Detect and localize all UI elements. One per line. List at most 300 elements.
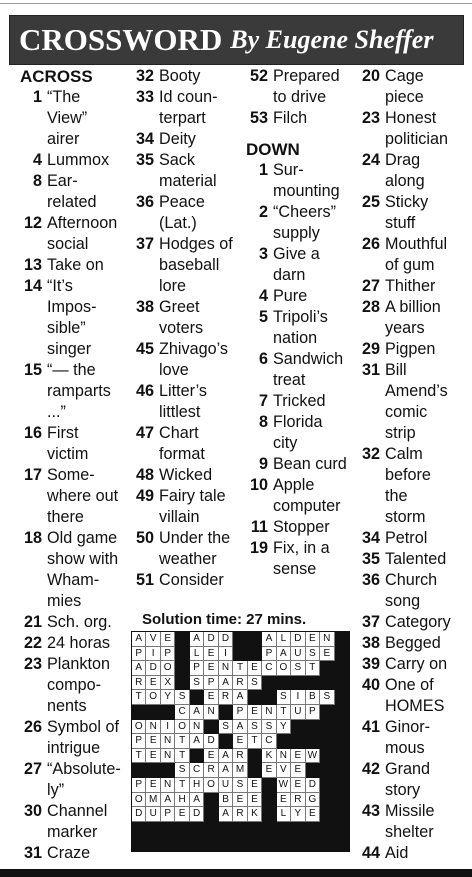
clue-number: 3 [258, 245, 268, 263]
clue-text: Begged [385, 634, 441, 652]
clue [246, 66, 347, 108]
grid-block [335, 632, 349, 647]
grid-block [175, 661, 189, 676]
clue [246, 349, 347, 391]
grid-block [306, 836, 320, 851]
grid-block [335, 734, 349, 749]
across-clue-list-3 [246, 66, 347, 129]
grid-letter: O [146, 690, 160, 705]
grid-letter: Y [277, 720, 291, 735]
grid-letter: S [190, 676, 204, 691]
clue-text: Give a darn [273, 245, 320, 284]
grid-block [190, 822, 204, 837]
grid-letter: E [248, 793, 262, 808]
clue [132, 150, 233, 192]
clue [132, 297, 233, 339]
grid-letter: U [291, 705, 305, 720]
grid-block [335, 676, 349, 691]
grid-letter: K [262, 749, 276, 764]
grid-letter: R [219, 690, 233, 705]
clue [132, 465, 233, 486]
grid-letter: A [233, 720, 247, 735]
clue [358, 549, 451, 570]
clue [132, 129, 233, 150]
grid-block [146, 822, 160, 837]
grid-block [204, 836, 218, 851]
clue [358, 759, 451, 801]
clue-text: Ear- related [47, 172, 97, 211]
grid-block [204, 807, 218, 822]
grid-block [132, 705, 146, 720]
clue-text: Church song [385, 571, 438, 610]
grid-letter: O [277, 661, 291, 676]
clue-text: Tricked [273, 392, 326, 410]
grid-letter: V [277, 763, 291, 778]
bottom-rule [0, 869, 472, 877]
grid-block [262, 822, 276, 837]
grid-letter: P [132, 734, 146, 749]
grid-letter: T [306, 661, 320, 676]
top-rule [0, 0, 472, 4]
grid-letter: D [132, 807, 146, 822]
grid-block [277, 836, 291, 851]
grid-block [204, 793, 218, 808]
clue-number: 40 [361, 676, 380, 694]
clue-column-3 [246, 66, 347, 580]
grid-block [233, 822, 247, 837]
grid-block [161, 836, 175, 851]
clue-text: Tripoli’s nation [273, 308, 328, 347]
clue-number: 1 [32, 88, 42, 106]
grid-letter: E [204, 661, 218, 676]
grid-block [219, 705, 233, 720]
grid-letter: G [306, 793, 320, 808]
grid-letter: R [233, 676, 247, 691]
grid-letter: T [132, 749, 146, 764]
clue-number: 29 [361, 340, 380, 358]
clue [358, 654, 451, 675]
clue-text: Channel marker [47, 802, 108, 841]
clue [358, 843, 451, 864]
clue [358, 66, 451, 108]
clue [20, 213, 121, 255]
clue-number: 10 [249, 476, 268, 494]
grid-block [335, 705, 349, 720]
clue [20, 633, 121, 654]
grid-letter: S [219, 720, 233, 735]
across-clue-list-2 [132, 66, 233, 591]
clue [246, 160, 347, 202]
banner-byline: By Eugene Sheffer [230, 25, 434, 54]
grid-letter: N [146, 720, 160, 735]
clue [20, 276, 121, 360]
clue-column-1 [20, 66, 121, 864]
grid-letter: N [262, 705, 276, 720]
grid-letter: T [233, 661, 247, 676]
grid-block [175, 632, 189, 647]
grid-block [204, 822, 218, 837]
clue-number: 14 [23, 277, 42, 295]
clue-text: Prepared to drive [273, 67, 340, 106]
clue-number: 38 [135, 298, 154, 316]
clue-text: “Cheers” supply [273, 203, 336, 242]
grid-letter: E [306, 807, 320, 822]
grid-letter: O [204, 778, 218, 793]
clue-text: Bean curd [273, 455, 347, 473]
clue-column-4 [358, 66, 451, 864]
clue-number: 23 [361, 109, 380, 127]
clue-number: 18 [23, 529, 42, 547]
clue [358, 570, 451, 612]
clue-text: Plankton compo- nents [47, 655, 110, 715]
clue-text: Category [385, 613, 451, 631]
grid-block [306, 822, 320, 837]
clue-text: Florida city [273, 413, 323, 452]
grid-block [175, 676, 189, 691]
grid-letter: O [132, 793, 146, 808]
clue-text: Apple computer [273, 476, 341, 515]
clue [20, 171, 121, 213]
clue-number: 36 [135, 193, 154, 211]
grid-letter: N [219, 661, 233, 676]
grid-block [190, 749, 204, 764]
clue-number: 36 [361, 571, 380, 589]
clue-text: Deity [159, 130, 196, 148]
grid-letter: N [161, 749, 175, 764]
clue-number: 7 [258, 392, 268, 410]
clue-number: 4 [32, 151, 42, 169]
grid-letter: E [248, 661, 262, 676]
clue [246, 517, 347, 538]
grid-letter: T [277, 705, 291, 720]
grid-block [320, 661, 334, 676]
clue-number: 49 [135, 487, 154, 505]
clue-number: 45 [135, 340, 154, 358]
clue [132, 87, 233, 129]
clue [20, 465, 121, 528]
grid-block [219, 822, 233, 837]
grid-letter: U [146, 807, 160, 822]
clue-text: Ginor- mous [385, 718, 430, 757]
grid-block [320, 720, 334, 735]
clue [358, 276, 451, 297]
grid-letter: K [248, 807, 262, 822]
clue [20, 150, 121, 171]
grid-letter: W [306, 749, 320, 764]
clue [246, 412, 347, 454]
clue [246, 286, 347, 307]
grid-letter: L [277, 807, 291, 822]
grid-letter: M [146, 793, 160, 808]
grid-block [132, 836, 146, 851]
grid-block [306, 763, 320, 778]
clue-text: Old game show with Wham- mies [47, 529, 119, 610]
grid-letter: A [190, 705, 204, 720]
grid-block [335, 778, 349, 793]
grid-letter: T [248, 734, 262, 749]
grid-letter: A [219, 763, 233, 778]
grid-letter: E [146, 734, 160, 749]
clue [20, 255, 121, 276]
solution-grid [131, 631, 350, 852]
grid-letter: T [132, 690, 146, 705]
clue-number: 41 [361, 718, 380, 736]
grid-letter: S [175, 690, 189, 705]
grid-letter: I [219, 647, 233, 662]
clue-column-2 [132, 66, 233, 591]
grid-letter: Y [291, 807, 305, 822]
clue [358, 801, 451, 843]
clue-number: 46 [135, 382, 154, 400]
clue-text: Booty [159, 67, 201, 85]
grid-letter: E [204, 647, 218, 662]
grid-letter: I [146, 647, 160, 662]
clue-number: 43 [361, 802, 380, 820]
grid-letter: N [277, 749, 291, 764]
grid-block [219, 734, 233, 749]
grid-letter: S [262, 720, 276, 735]
grid-letter: P [132, 778, 146, 793]
clue-number: 32 [361, 445, 380, 463]
grid-block [320, 763, 334, 778]
grid-block [233, 632, 247, 647]
clue-number: 22 [23, 634, 42, 652]
clue-text: “Absolute- ly” [47, 760, 121, 799]
clue-text: Sticky stuff [385, 193, 429, 232]
grid-letter: P [190, 661, 204, 676]
grid-block [262, 807, 276, 822]
clue [20, 759, 121, 801]
grid-block [320, 793, 334, 808]
grid-letter: H [190, 778, 204, 793]
grid-block [320, 734, 334, 749]
clue [246, 307, 347, 349]
clue-number: 11 [250, 518, 268, 536]
solution-time: Solution time: 27 mins. [142, 611, 307, 628]
clue-text: Peace (Lat.) [159, 193, 205, 232]
grid-block [335, 763, 349, 778]
grid-block [335, 647, 349, 662]
grid-letter: U [219, 778, 233, 793]
grid-letter: P [233, 705, 247, 720]
clue [358, 717, 451, 759]
clue-number: 25 [361, 193, 380, 211]
clue-number: 8 [258, 413, 268, 431]
grid-letter: E [146, 676, 160, 691]
clue-text: Thither [385, 277, 436, 295]
clue [20, 717, 121, 759]
clue-text: Id coun- terpart [159, 88, 218, 127]
clue-text: Consider [159, 571, 224, 589]
grid-letter: Y [161, 690, 175, 705]
clue-text: Under the weather [159, 529, 231, 568]
clue [132, 423, 233, 465]
grid-block [132, 763, 146, 778]
grid-letter: A [277, 647, 291, 662]
clue-text: Petrol [385, 529, 428, 547]
grid-letter: E [277, 793, 291, 808]
clue [20, 843, 121, 864]
grid-block [277, 734, 291, 749]
clue [132, 234, 233, 297]
clue [358, 528, 451, 549]
grid-block [161, 822, 175, 837]
clue [358, 150, 451, 192]
clue-text: Chart format [159, 424, 205, 463]
clue-text: “The View” airer [47, 88, 88, 148]
clue-number: 38 [361, 634, 380, 652]
down-heading: DOWN [246, 140, 300, 159]
clue [132, 381, 233, 423]
clue-text: Aid [385, 844, 409, 862]
grid-letter: D [306, 778, 320, 793]
grid-block [175, 822, 189, 837]
grid-letter: D [291, 632, 305, 647]
clue-text: Pigpen [385, 340, 436, 358]
clue [20, 612, 121, 633]
grid-letter: T [175, 734, 189, 749]
grid-block [335, 690, 349, 705]
grid-block [262, 676, 276, 691]
grid-letter: A [219, 676, 233, 691]
clue-number: 28 [361, 298, 380, 316]
clue-text: Wicked [159, 466, 213, 484]
clue-text: Craze [47, 844, 91, 862]
clue [358, 675, 451, 717]
grid-letter: W [277, 778, 291, 793]
banner-title: CROSSWORD [19, 22, 223, 57]
grid-letter: A [190, 793, 204, 808]
grid-letter: P [161, 647, 175, 662]
clue-number: 16 [23, 424, 42, 442]
grid-block [291, 822, 305, 837]
clue-text: Sandwich treat [273, 350, 344, 389]
clue-text: Bill Amend’s comic strip [385, 361, 448, 442]
clue-number: 35 [135, 151, 154, 169]
grid-letter: A [161, 793, 175, 808]
grid-letter: P [262, 647, 276, 662]
grid-block [320, 836, 334, 851]
clue [20, 654, 121, 717]
grid-letter: T [175, 778, 189, 793]
clue-text: Hodges of baseball lore [159, 235, 233, 295]
clue [358, 633, 451, 654]
grid-letter: S [175, 763, 189, 778]
grid-letter: E [248, 705, 262, 720]
grid-letter: E [233, 734, 247, 749]
grid-letter: M [233, 763, 247, 778]
grid-letter: S [233, 778, 247, 793]
clue [20, 423, 121, 465]
grid-letter: N [161, 734, 175, 749]
grid-block [248, 763, 262, 778]
grid-letter: S [248, 676, 262, 691]
grid-letter: I [291, 690, 305, 705]
clue-text: Stopper [273, 518, 330, 536]
clue-number: 20 [361, 67, 380, 85]
clue-text: Cage piece [385, 67, 424, 106]
grid-block [291, 734, 305, 749]
grid-block [132, 822, 146, 837]
grid-block [335, 793, 349, 808]
grid-letter: A [219, 749, 233, 764]
clue [246, 475, 347, 517]
clue-text: “It’s Impos- sible” singer [47, 277, 97, 358]
clue [20, 360, 121, 423]
grid-block [248, 749, 262, 764]
grid-letter: E [233, 793, 247, 808]
grid-block [161, 705, 175, 720]
grid-block [262, 836, 276, 851]
grid-letter: A [132, 632, 146, 647]
clue [20, 801, 121, 843]
clue-number: 23 [23, 655, 42, 673]
clue [358, 360, 451, 444]
clue-number: 27 [361, 277, 380, 295]
clue-text: Some- where out there [47, 466, 119, 526]
grid-letter: C [175, 705, 189, 720]
clue-text: Talented [385, 550, 447, 568]
grid-block [335, 720, 349, 735]
grid-letter: D [204, 734, 218, 749]
clue [246, 391, 347, 412]
grid-block [146, 763, 160, 778]
clue-number: 1 [258, 161, 268, 179]
grid-letter: R [233, 807, 247, 822]
grid-block [262, 793, 276, 808]
clue-number: 37 [361, 613, 380, 631]
clue-number: 9 [258, 455, 268, 473]
clue [246, 244, 347, 286]
grid-block [335, 822, 349, 837]
grid-block [335, 749, 349, 764]
grid-letter: E [320, 647, 334, 662]
clue-number: 21 [23, 613, 42, 631]
clue [132, 528, 233, 570]
clue [358, 339, 451, 360]
clue-number: 33 [135, 88, 154, 106]
grid-letter: E [204, 690, 218, 705]
grid-block [161, 763, 175, 778]
clue-number: 39 [361, 655, 380, 673]
grid-block [190, 836, 204, 851]
grid-letter: N [320, 632, 334, 647]
clue-number: 26 [23, 718, 42, 736]
grid-letter: P [161, 807, 175, 822]
clue-text: Litter’s littlest [159, 382, 207, 421]
grid-block [175, 836, 189, 851]
grid-letter: X [161, 676, 175, 691]
clue [246, 538, 347, 580]
grid-letter: N [190, 720, 204, 735]
clue-text: Pure [273, 287, 308, 305]
grid-letter: D [146, 661, 160, 676]
clue-text: Sack material [159, 151, 217, 190]
grid-letter: P [204, 676, 218, 691]
clue-number: 48 [135, 466, 154, 484]
clue-number: 26 [361, 235, 380, 253]
grid-letter: C [190, 763, 204, 778]
grid-block [146, 836, 160, 851]
grid-letter: A [219, 807, 233, 822]
clue-number: 2 [258, 203, 268, 221]
grid-block [190, 690, 204, 705]
grid-letter: R [132, 676, 146, 691]
clue [358, 297, 451, 339]
grid-letter: C [262, 661, 276, 676]
grid-letter: R [204, 763, 218, 778]
clue-number: 27 [23, 760, 42, 778]
